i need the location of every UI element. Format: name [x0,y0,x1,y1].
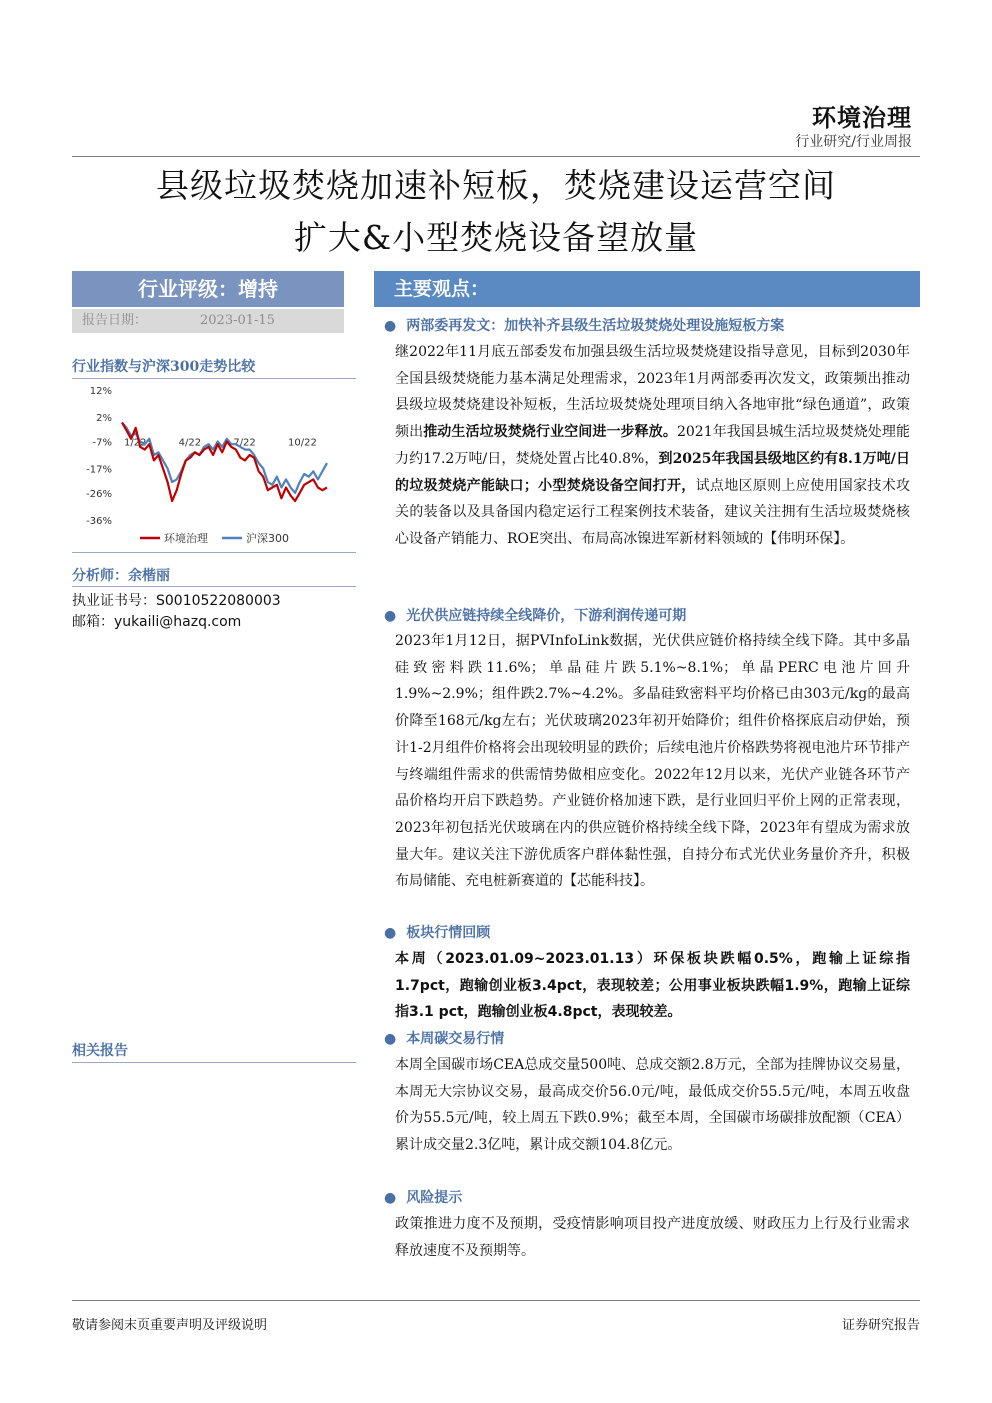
y-tick-label: -7% [92,437,112,449]
report-title-line1: 县级垃圾焚烧加速补短板，焚烧建设运营空间 [156,166,836,205]
x-tick-label: 4/22 [178,437,202,449]
report-date-row [72,309,344,333]
legend-label: 环境治理 [164,532,208,545]
header-divider [72,156,920,157]
bullet-icon: ● [384,1190,397,1206]
section-heading-text: 光伏供应链持续全线降价，下游利润传递可期 [406,608,687,624]
bullet-icon: ● [384,318,397,334]
footer-report-type: 证券研究报告 [841,1318,920,1333]
section-paragraph: 本周（2023.01.09~2023.01.13）环保板块跌幅0.5%，跑输上证综指1.7pct，跑输创业板3.4pct，表现较差；公用事业板块跌幅1.9%，跑输上证综指3.1 pct，跑输创业板4.8pct，表现较差。 [395,951,910,1021]
report-date-label: 报告日期： [82,313,148,328]
report-date-value: 2023-01-15 [200,313,275,328]
section-heading-text: 风险提示 [406,1190,463,1206]
analyst-divider [72,586,356,587]
footer-disclaimer: 敬请参阅末页重要声明及评级说明 [72,1318,268,1333]
bullet-icon: ● [384,1031,397,1047]
document-type: 行业研究/行业周报 [795,134,912,150]
section-heading [384,1028,504,1048]
x-tick-label: 10/22 [288,437,317,449]
chart-title: 行业指数与沪深300走势比较 [72,359,256,375]
index-comparison-chart [72,380,356,550]
y-tick-label: 12% [89,386,112,397]
footer-divider [72,1300,920,1301]
section-heading [384,605,686,625]
y-tick-label: -26% [86,488,112,500]
x-tick-label: 1/22 [124,437,147,449]
analyst-name: 分析师：余楷丽 [72,568,170,584]
chart-bottom-divider [72,552,356,553]
analyst-email[interactable]: 邮箱：yukaili@hazq.com [72,614,242,630]
main-points-header: 主要观点： [374,271,920,307]
section-paragraph: 继2022年11月底五部委发布加强县级生活垃圾焚烧建设指导意见，目标到2030年全国县级焚烧能力基本满足处理需求，2023年1月两部委再次发文，政策频出推动县级垃圾焚烧建设补短板，生活垃圾焚烧处理项目纳入各地审批“绿色通道”，政策频出推动生活垃圾焚烧行业空间进一步释放。2021年我国县城生活垃圾焚烧处理能力约17.2万吨/日，焚烧处置占比40.8%，到2025年我国县级地区约有8.1万吨/日的垃圾焚烧产能缺口；小型焚烧设备空间打开，试点地区原则上应使用国家技术攻关的装备以及具备国内稳定运行工程案例技术装备，建议关注拥有生活垃圾焚烧核心设备产销能力、ROE突出、布局高冰镍进军新材料领域的【伟明环保】。 [395,344,911,547]
related-reports-divider [72,1062,356,1063]
section-paragraph: 政策推进力度不及预期，受疫情影响项目投产进度放缓、财政压力上行及行业需求释放速度不及预期等。 [395,1216,910,1259]
section-heading [384,1187,462,1207]
bullet-icon: ● [384,925,397,941]
sector-name: 环境治理 [812,103,912,132]
related-reports-heading: 相关报告 [72,1043,128,1059]
x-tick-label: 7/22 [233,437,256,449]
section-paragraph: 2023年1月12日，据PVInfoLink数据，光伏供应链价格持续全线下降。其中多晶硅致密料跌11.6%；单晶硅片跌5.1%~8.1%；单晶PERC电池片回升1.9%~2.9%；组件跌2.7%~4.2%。多晶硅致密料平均价格已由303元/kg的最高价降至168元/kg左右；光伏玻璃2023年初开始降价；组件价格探底启动伊始，预计1-2月组件价格将会出现较明显的跌价；后续电池片价格跌势将视电池片环节排产与终端组件需求的供需情势做相应变化。2022年12月以来，光伏产业链各环节产品价格均开启下跌趋势。产业链价格加速下跌，是行业回归平价上网的正常表现，2023年初包括光伏玻璃在内的供应链价格持续全线下降，2023年有望成为需求放量大年。建议关注下游优质客户群体黏性强，自持分布式光伏业务量价齐升，积极布局储能、充电桩新赛道的【芯能科技】。 [395,633,910,890]
section-paragraph: 本周全国碳市场CEA总成交量500吨、总成交额2.8万元，全部为挂牌协议交易量，本周无大宗协议交易，最高成交价56.0元/吨，最低成交价55.5元/吨，本周五收盘价为55.5元/吨，较上周五下跌0.9%；截至本周，全国碳市场碳排放配额（CEA）累计成交量2.3亿吨，累计成交额104.8亿元。 [395,1057,910,1154]
section-heading-text: 本周碳交易行情 [406,1031,505,1047]
section-heading-text: 板块行情回顾 [406,925,491,941]
license-number: 执业证书号：S0010522080003 [72,593,281,609]
y-tick-label: 2% [96,413,112,425]
section-heading-text: 两部委再发文：加快补齐县级生活垃圾焚烧处理设施短板方案 [406,318,785,334]
y-tick-label: -36% [86,516,112,527]
y-tick-label: -17% [86,464,112,476]
section-heading [384,315,784,335]
industry-rating: 行业评级：增持 [72,271,344,307]
section-heading [384,922,490,942]
report-title-line2: 扩大&小型焚烧设备望放量 [293,218,699,257]
chart-title-divider [72,378,356,379]
bullet-icon: ● [384,608,397,624]
legend-label: 沪深300 [246,532,289,545]
